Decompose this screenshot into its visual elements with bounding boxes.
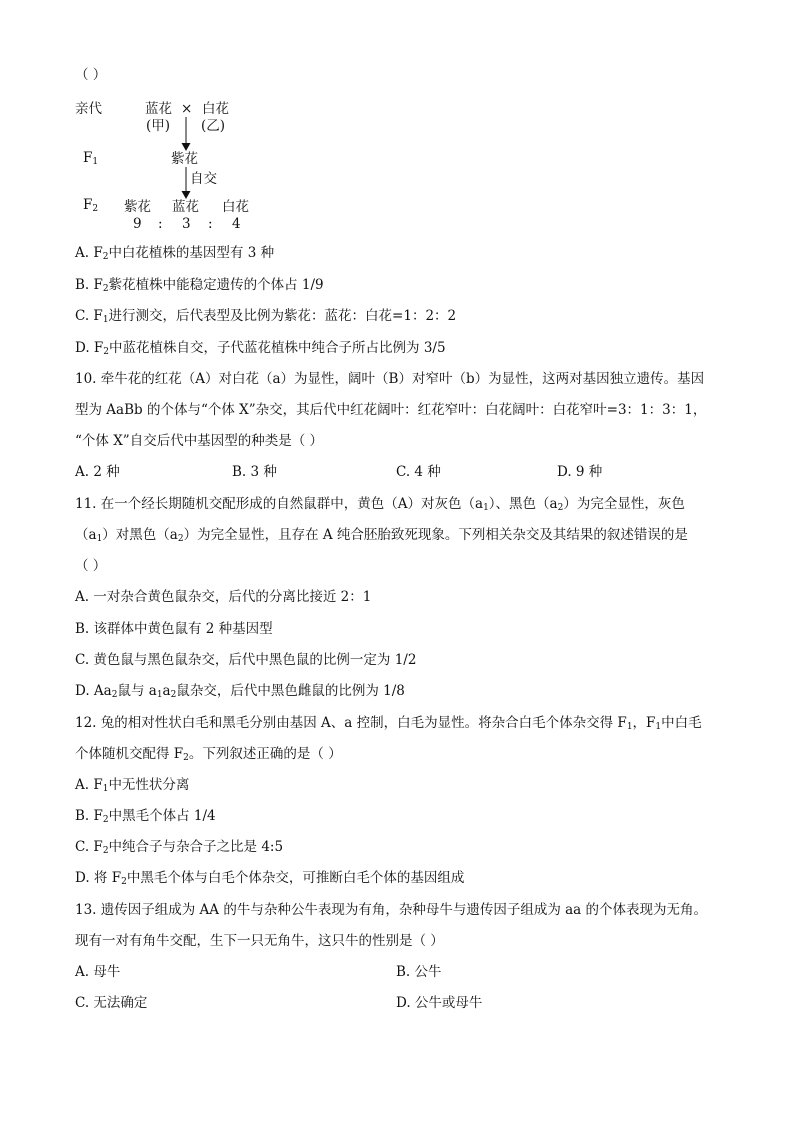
q13-stem-line1: 13. 遗传因子组成为 AA 的牛与杂种公牛表现为有角，杂种母牛与遗传因子组成为 aa 的个体表现为无角。 [75,902,708,918]
q11-option-d: D. $Aa_2$鼠与 $a_1a_2$鼠杂交，后代中黑色雌鼠的比例为 1/8 [75,683,405,700]
ratio-colon: : [208,216,213,232]
cross-symbol: × [181,101,193,117]
q12-stem-line2: 个体随机交配得 $F_2$。下列叙述正确的是（ ） [75,746,342,763]
q9-option-b: B. $F_2$紫花植株中能稳定遗传的个体占 1/9 [75,277,324,294]
ratio-colon: : [158,216,163,232]
q11-stem-line1: 11. 在一个经长期随机交配形成的自然鼠群中，黄色（A）对灰色$(a_1)$、黑色$(a_2)$为完全显性，灰色 [75,496,685,513]
q12-option-b: B. $F_2$中黑毛个体占 1/4 [75,808,216,825]
q11-option-a: A. 一对杂合黄色鼠杂交，后代的分离比接近 2：1 [75,589,372,605]
f2-phenotype-blue: 蓝花 [172,199,199,215]
selfing-label: 自交 [190,171,217,187]
q10-option-c: C. 4 种 [396,464,441,480]
q12-option-d: D. 将 $F_2$中黑毛个体与白毛个体杂交，可推断白毛个体的基因组成 [75,870,465,887]
q12-option-a: A. $F_1$中无性状分离 [75,777,190,794]
q9-option-a: A. $F_2$中白花植株的基因型有 3 种 [75,245,275,262]
parent-b-tag: (乙) [201,118,226,134]
q10-stem-line3: “个体 X”自交后代中基因型的种类是（ ） [75,433,323,449]
parent-b-phenotype: 白花 [202,101,229,117]
q13-option-a: A. 母牛 [75,964,121,980]
q11-option-b: B. 该群体中黄色鼠有 2 种基因型 [75,621,273,637]
q10-stem-line1: 10. 牵牛花的红花（A）对白花（a）为显性，阔叶（B）对窄叶（b）为显性，这两对基因独立遗传。基因 [75,371,705,387]
q10-option-b: B. 3 种 [232,464,277,480]
f1-generation-label: $F_1$ [83,150,99,167]
p-generation-label: 亲代 [75,101,102,117]
parent-a-tag: (甲) [146,118,171,134]
q10-stem-line2: 型为 AaBb 的个体与“个体 X”杂交，其后代中红花阔叶：红花窄叶：白花阔叶：白花窄叶=3：1：3：1， [75,402,707,418]
q13-stem-line2: 现有一对有角牛交配，生下一只无角牛，这只牛的性别是（ ） [75,933,444,949]
q11-option-c: C. 黄色鼠与黑色鼠杂交，后代中黑色鼠的比例一定为 1/2 [75,652,417,668]
f1-phenotype: 紫花 [171,151,198,167]
q9-option-d: D. $F_2$中蓝花植株自交，子代蓝花植株中纯合子所占比例为 3/5 [75,340,446,357]
q11-stem-line2: $(a_1)$对黑色$(a_2)$为完全显性，且存在 A 纯合胚胎致死现象。下列相关杂交及其结果的叙述错误的是 [75,527,688,544]
parent-a-phenotype: 蓝花 [145,101,172,117]
ratio-purple: 9 [133,216,142,232]
f2-phenotype-purple: 紫花 [124,199,151,215]
ratio-white: 4 [232,216,241,232]
ratio-blue: 3 [182,216,191,232]
q11-stem-line3: （ ） [75,558,107,574]
f2-phenotype-white: 白花 [222,199,249,215]
q13-option-c: C. 无法确定 [75,995,148,1011]
q9-option-c: C. $F_1$进行测交，后代表型及比例为紫花：蓝花：白花=1：2：2 [75,308,457,325]
q10-option-a: A. 2 种 [75,464,120,480]
f2-generation-label: $F_2$ [83,197,99,214]
q9-stem-tail: （ ） [75,67,107,83]
q10-option-d: D. 9 种 [557,464,603,480]
q12-option-c: C. $F_2$中纯合子与杂合子之比是 4:5 [75,839,284,856]
q13-option-d: D. 公牛或母牛 [396,995,483,1011]
q13-option-b: B. 公牛 [396,964,442,980]
q12-stem-line1: 12. 兔的相对性状白毛和黑毛分别由基因 A、a 控制，白毛为显性。将杂合白毛个体杂交得 $F_1$，$F_1$中白毛 [75,715,702,732]
